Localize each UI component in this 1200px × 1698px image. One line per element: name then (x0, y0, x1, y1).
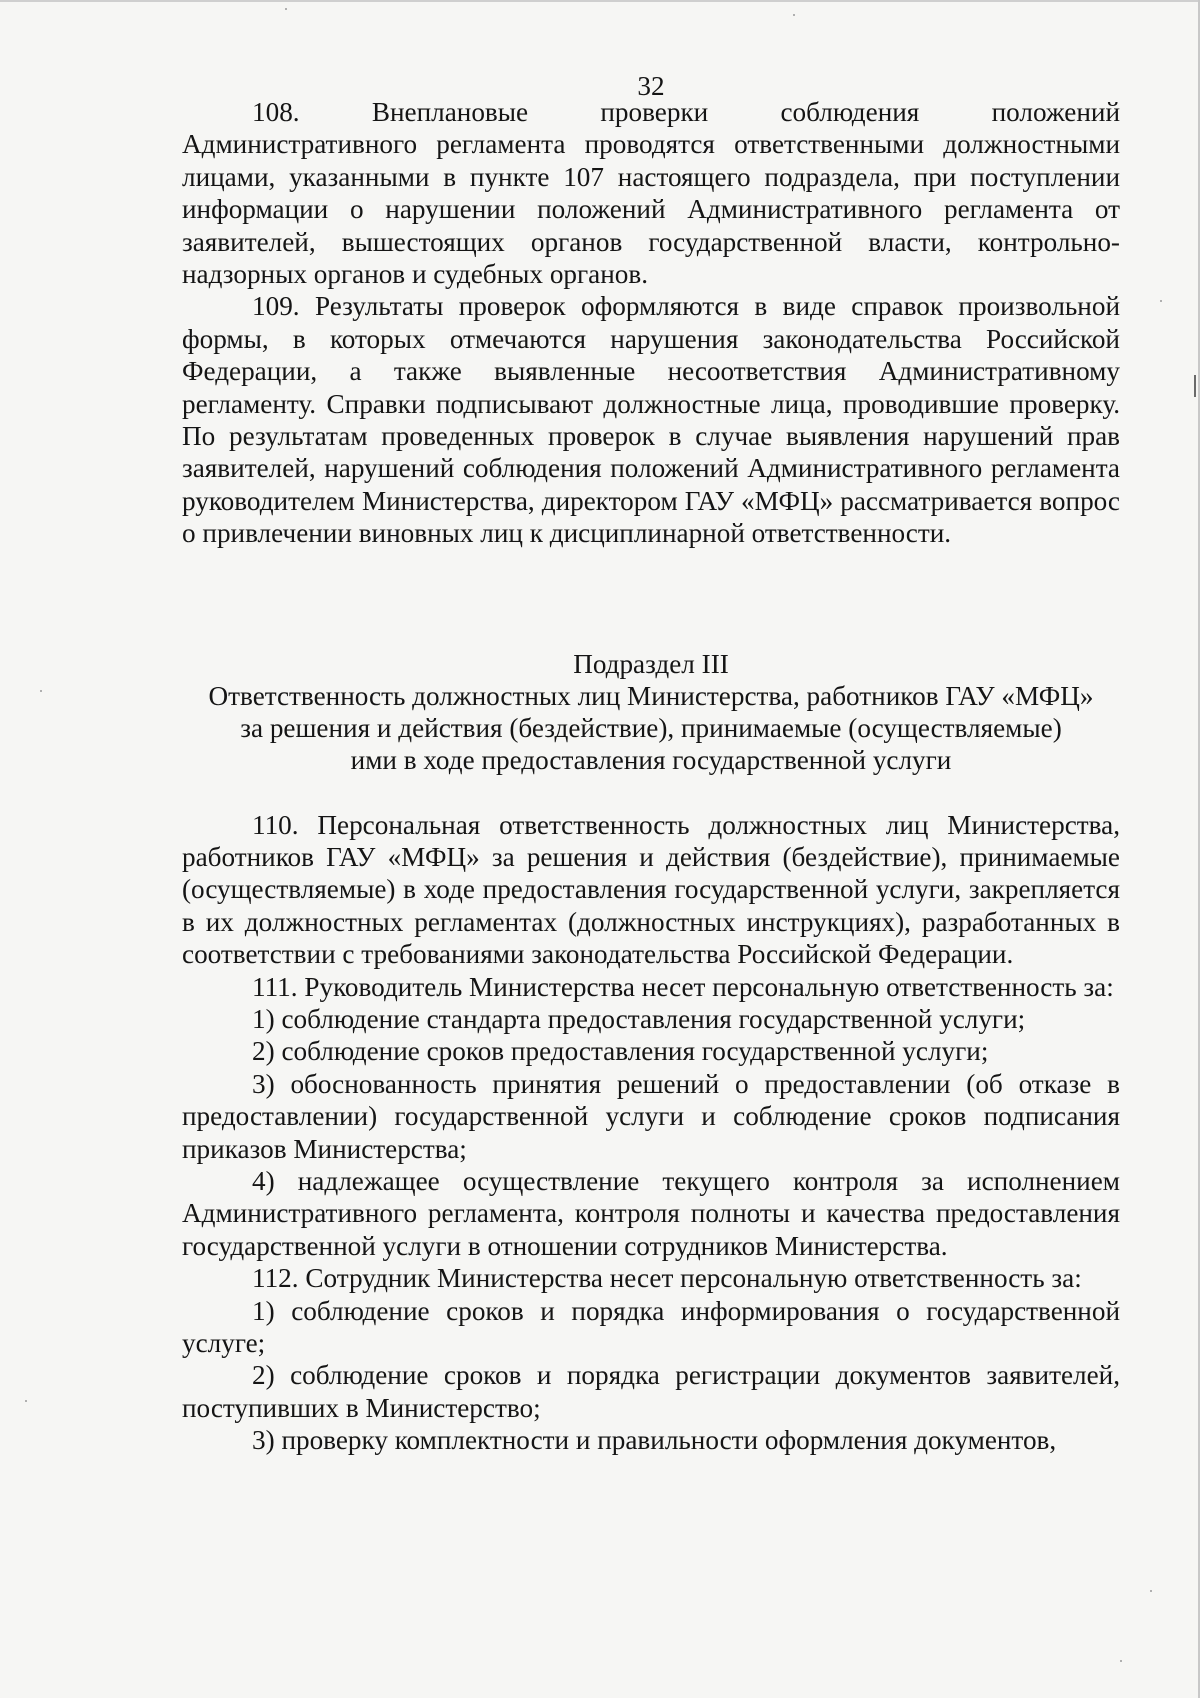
section-title-line-3: ими в ходе предоставления государственной услуги (350, 745, 952, 776)
section-heading (182, 648, 1120, 777)
paragraph-111: 111. Руководитель Министерства несет персональную ответственность за: (252, 971, 1114, 1002)
page-number: 32 (637, 71, 665, 101)
list-item: 1) соблюдение сроков и порядка информирования о государственной услуге; (182, 1295, 1120, 1358)
list-item: 2) соблюдение сроков предоставления государственной услуги; (252, 1036, 989, 1067)
scan-speck (793, 14, 795, 16)
section-subtitle: Подраздел III (573, 648, 729, 679)
list-item: 1) соблюдение стандарта предоставления государственной услуги; (252, 1003, 1026, 1034)
spacer (182, 777, 1120, 809)
scan-speck (1160, 300, 1162, 302)
scan-speck (40, 690, 42, 692)
paragraph-109: 109. Результаты проверок оформляются в виде справок произвольной формы, в которых отмечаются нарушения законодательства Российской Федерации, а также выявленные несоответствия Административному регламенту. Справки подписывают должностные лица, проводившие проверку. По результатам проведенных проверок в случае выявления нарушений прав заявителей, нарушений соблюдения положений Административного регламента руководителем Министерства, директором ГАУ «МФЦ» рассматривается вопрос о привлечении виновных лиц к дисциплинарной ответственности. (182, 291, 1120, 549)
paragraph-110: 110. Персональная ответственность должностных лиц Министерства, работников ГАУ «МФЦ» за решения и действия (бездействие), принимаемые (осуществляемые) в ходе предоставления государственной услуги, закрепляется в их должностных регламентах (должностных инструкциях), разработанных в соответствии с требованиями законодательства Российской Федерации. (182, 809, 1120, 970)
scan-speck (1150, 1590, 1152, 1592)
paragraph-108-rest: Административного регламента проводятся ответственными должностными лицами, указанными в пункте 107 настоящего подраздела, при поступлении информации о нарушении положений Административного регламента от заявителей, вышестоящих органов государственной власти, контрольно-надзорных органов и судебных органов. (182, 129, 1120, 290)
paragraph-112: 112. Сотрудник Министерства несет персональную ответственность за: (252, 1263, 1082, 1294)
list-item: 4) надлежащее осуществление текущего контроля за исполнением Административного регламента, контроля полноты и качества предоставления государственной услуги в отношении сотрудников Министерства. (182, 1165, 1120, 1261)
section-title-line-1: Ответственность должностных лиц Министерства, работников ГАУ «МФЦ» (208, 680, 1094, 711)
scan-mark (1194, 375, 1196, 397)
paragraph-108-first-line: 108. Внеплановые проверки соблюдения положений (252, 97, 1120, 127)
section-title-line-2: за решения и действия (бездействие), принимаемые (осуществляемые) (240, 713, 1062, 744)
list-item: 3) проверку комплектности и правильности оформления документов, (252, 1425, 1057, 1456)
list-item: 3) обоснованность принятия решений о предоставлении (об отказе в предоставлении) государственной услуги и соблюдение сроков подписания приказов Министерства; (182, 1068, 1120, 1164)
scan-speck (25, 1400, 27, 1402)
document-body (182, 64, 1120, 1457)
scan-edge-top (0, 0, 1200, 2)
list-item: 2) соблюдение сроков и порядка регистрации документов заявителей, поступивших в Министерство; (182, 1360, 1120, 1423)
scan-speck (285, 8, 287, 10)
scan-speck (1120, 1660, 1122, 1662)
